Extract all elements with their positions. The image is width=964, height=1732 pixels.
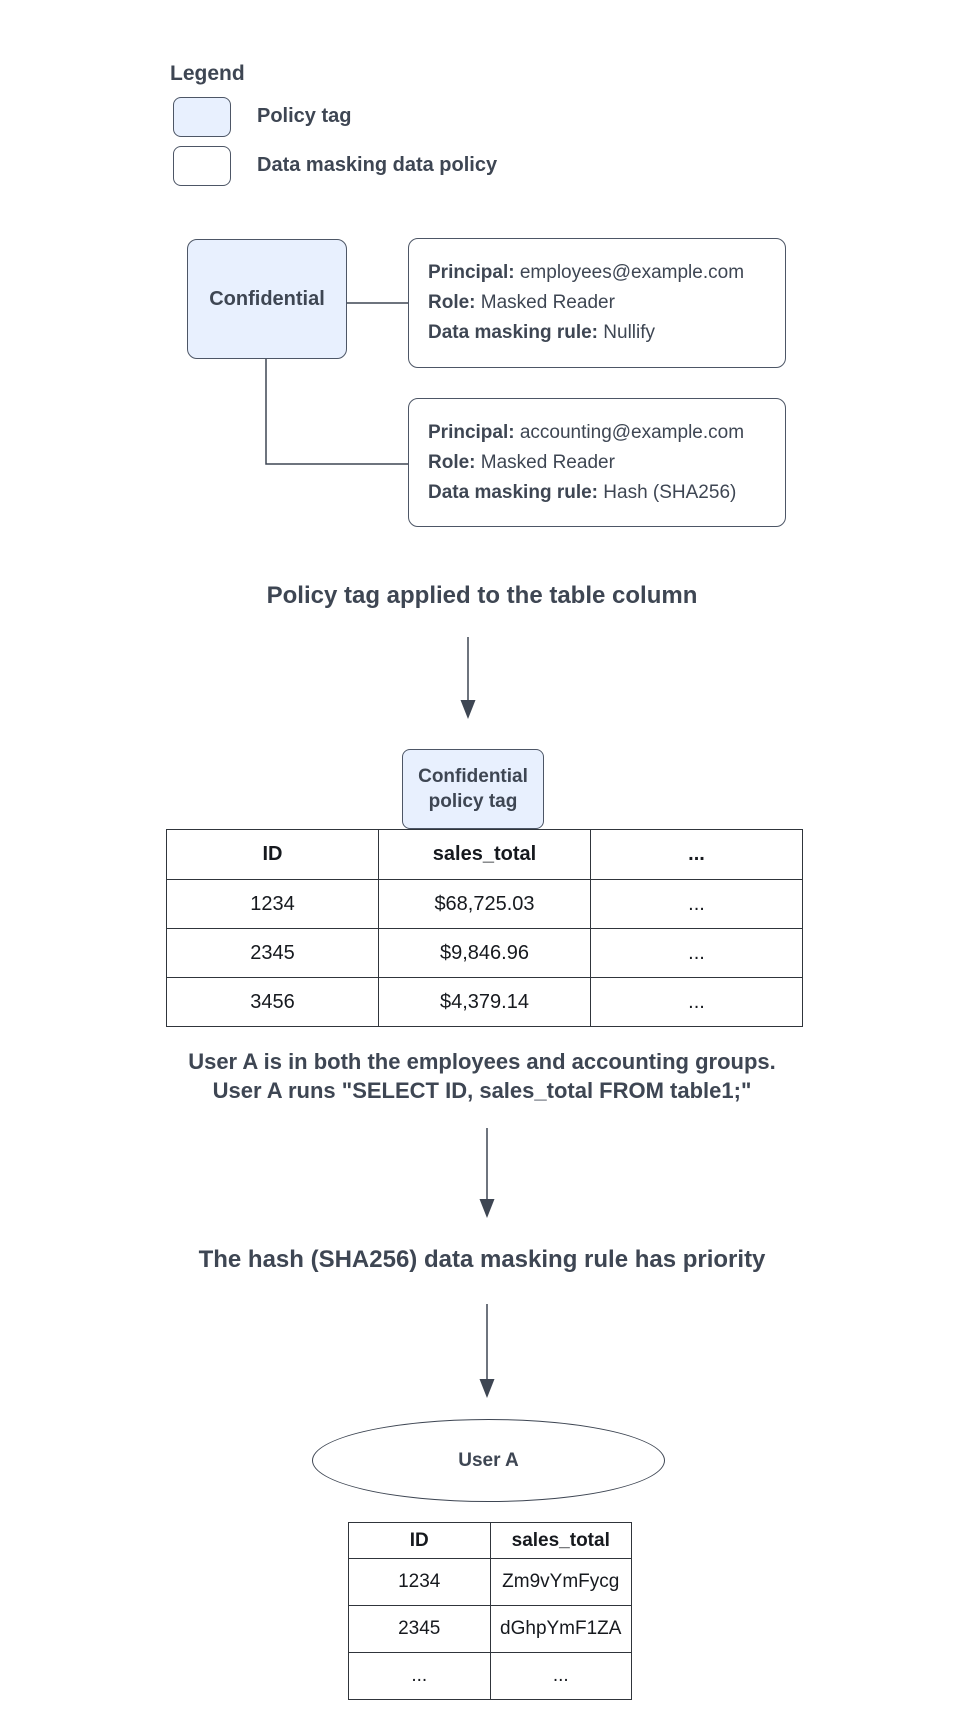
step2-caption-line1: User A is in both the employees and accounting groups. [188, 1049, 776, 1074]
source-table-row [167, 978, 803, 1027]
column-policy-tag-line1: Confidential [418, 766, 528, 787]
table-cell: dGhpYmF1ZA [490, 1606, 632, 1653]
policy-principal-line [428, 258, 785, 288]
result-table-row [349, 1606, 632, 1653]
table-cell: ... [591, 880, 803, 929]
policy-rule-line [428, 318, 785, 348]
data-policy-card-employees [408, 238, 786, 368]
principal-value: accounting@example.com [519, 421, 745, 443]
principal-label: Principal: [428, 421, 515, 443]
result-table-header-id: ID [349, 1523, 491, 1559]
result-table-row [349, 1653, 632, 1700]
role-label: Role: [428, 451, 476, 473]
step1-heading: Policy tag applied to the table column [266, 582, 698, 609]
table-cell: ... [591, 929, 803, 978]
source-table-header-more: ... [591, 830, 803, 880]
table-cell: Zm9vYmFycg [490, 1559, 632, 1606]
rule-label: Data masking rule: [428, 481, 598, 503]
result-table-row [349, 1559, 632, 1606]
source-table [166, 829, 803, 1027]
role-value: Masked Reader [480, 451, 615, 473]
source-table-header-row [167, 830, 803, 880]
role-value: Masked Reader [480, 292, 615, 313]
principal-value: employees@example.com [519, 262, 745, 283]
flow-arrow-3-head [480, 1379, 495, 1398]
step3-heading: The hash (SHA256) data masking rule has priority [198, 1246, 766, 1273]
table-cell: ... [591, 978, 803, 1027]
source-table-header-sales-total: sales_total [379, 830, 591, 880]
policy-role-line [428, 448, 785, 478]
data-masking-policy-swatch-label: Data masking data policy [257, 154, 498, 176]
source-table-header-id: ID [167, 830, 379, 880]
policy-tag-swatch-label: Policy tag [257, 105, 352, 127]
table-cell: $9,846.96 [379, 929, 591, 978]
principal-label: Principal: [428, 262, 515, 283]
column-policy-tag [402, 749, 544, 829]
table-cell: $4,379.14 [379, 978, 591, 1027]
table-cell: 3456 [167, 978, 379, 1027]
table-cell: 1234 [349, 1559, 491, 1606]
table-cell: $68,725.03 [379, 880, 591, 929]
result-table [348, 1522, 632, 1700]
confidential-policy-tag-node: Confidential [187, 239, 347, 359]
table-cell: 2345 [349, 1606, 491, 1653]
policy-tag-swatch [173, 97, 231, 137]
result-table-header-sales-total: sales_total [490, 1523, 632, 1559]
source-table-row [167, 929, 803, 978]
rule-label: Data masking rule: [428, 322, 598, 343]
step2-caption [0, 1047, 964, 1105]
policy-principal-line [428, 418, 785, 448]
flow-arrow-2-head [480, 1199, 495, 1218]
column-policy-tag-line2: policy tag [428, 791, 518, 812]
rule-value: Nullify [603, 322, 656, 343]
table-cell: 1234 [167, 880, 379, 929]
table-cell: 2345 [167, 929, 379, 978]
data-masking-policy-swatch [173, 146, 231, 186]
table-cell: ... [490, 1653, 632, 1700]
step2-caption-line2: User A runs "SELECT ID, sales_total FROM table1;" [212, 1078, 752, 1103]
role-label: Role: [428, 292, 476, 313]
table-cell: ... [349, 1653, 491, 1700]
legend-title: Legend [170, 62, 245, 85]
data-policy-card-accounting [408, 398, 786, 527]
policy-rule-line [428, 478, 785, 508]
flow-arrow-1-head [461, 700, 476, 719]
connector-tag-to-policy2 [266, 359, 408, 464]
user-a-ellipse: User A [312, 1419, 665, 1502]
rule-value: Hash (SHA256) [603, 481, 737, 503]
source-table-row [167, 880, 803, 929]
policy-role-line [428, 288, 785, 318]
result-table-header-row [349, 1523, 632, 1559]
